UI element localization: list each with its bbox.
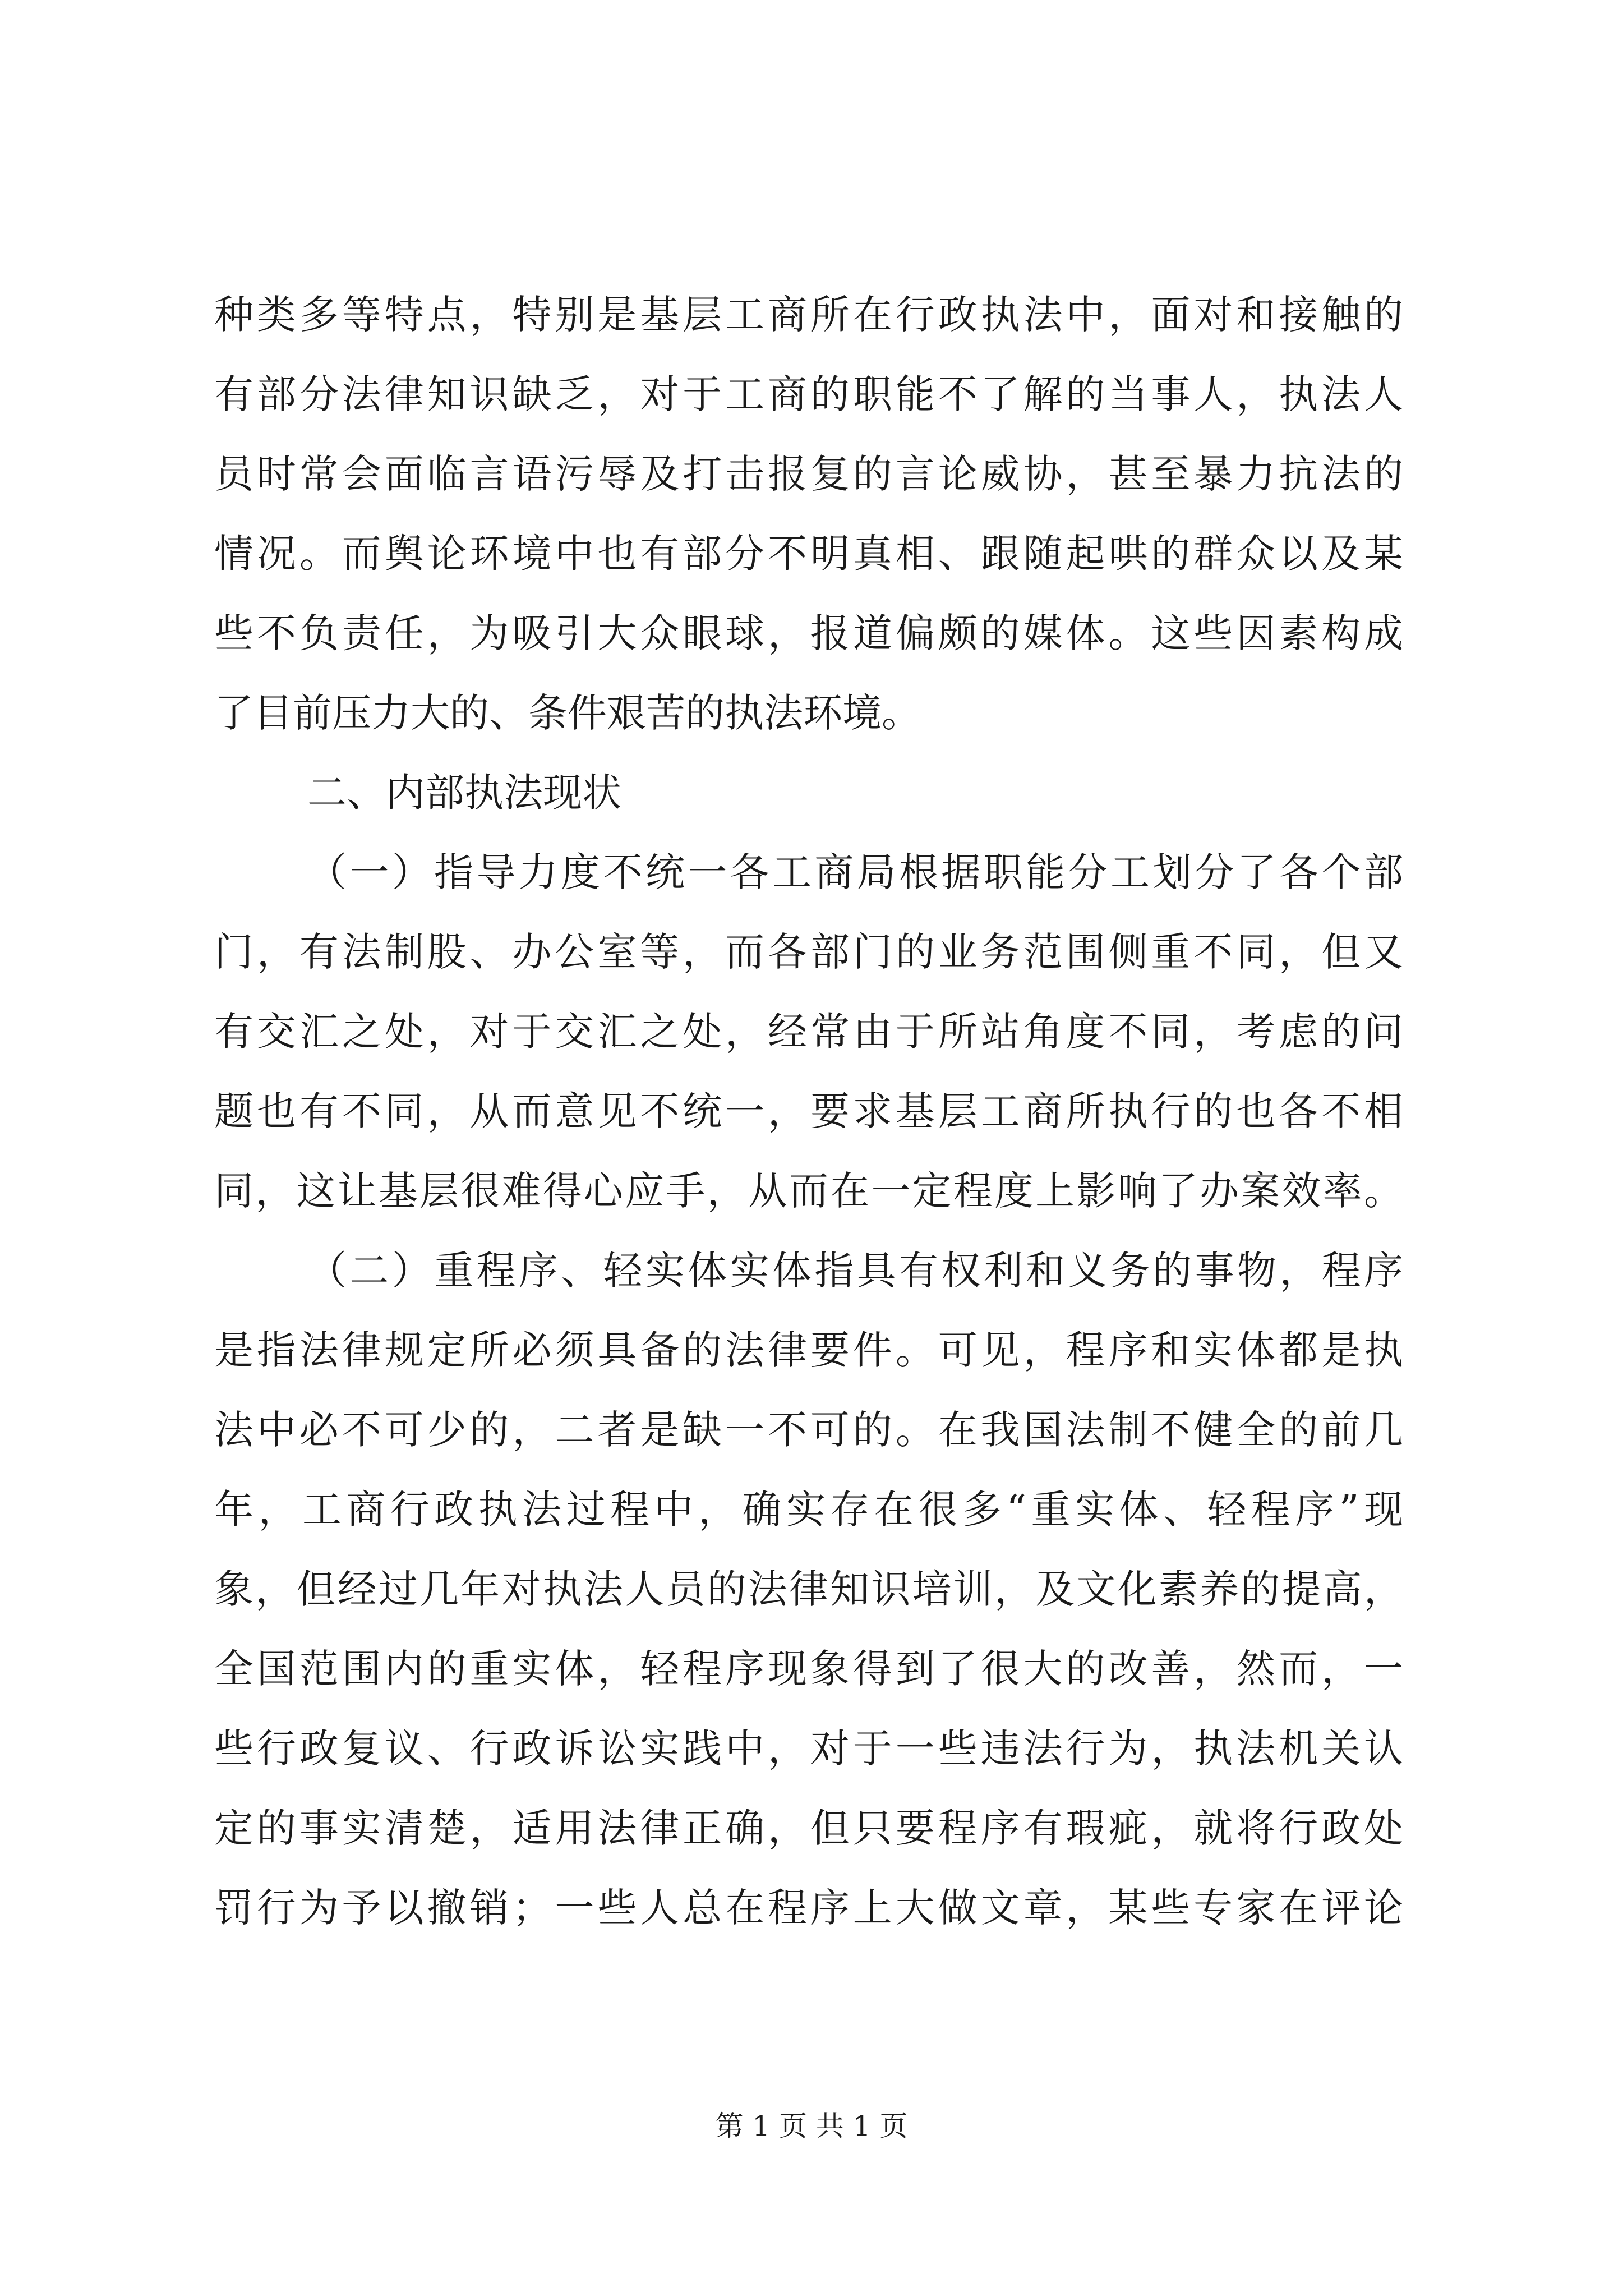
body-text-line: 全国范围内的重实体，轻程序现象得到了很大的改善，然而，一 — [214, 1646, 1403, 1692]
body-text-line: 是指法律规定所必须具备的法律要件。可见，程序和实体都是执 — [214, 1327, 1403, 1373]
body-text-line: 员时常会面临言语污辱及打击报复的言论威协，甚至暴力抗法的 — [214, 451, 1403, 497]
body-text-line: 定的事实清楚，适用法律正确，但只要程序有瑕疵，就将行政处 — [214, 1805, 1403, 1851]
body-text-line: 罚行为予以撤销；一些人总在程序上大做文章，某些专家在评论 — [214, 1885, 1403, 1931]
body-text-line: 二、内部执法现状 — [307, 770, 621, 816]
body-text-line: 些不负责任，为吸引大众眼球，报道偏颇的媒体。这些因素构成 — [214, 610, 1403, 656]
body-text-line: 法中必不可少的，二者是缺一不可的。在我国法制不健全的前几 — [214, 1407, 1403, 1453]
body-text-line: 种类多等特点，特别是基层工商所在行政执法中，面对和接触的 — [214, 292, 1403, 338]
body-text-line: 象，但经过几年对执法人员的法律知识培训，及文化素养的提高， — [214, 1566, 1403, 1612]
body-text-line: 有部分法律知识缺乏，对于工商的职能不了解的当事人，执法人 — [214, 371, 1403, 417]
body-text-line: （一）指导力度不统一各工商局根据职能分工划分了各个部 — [307, 849, 1403, 895]
body-text-line: 情况。而舆论环境中也有部分不明真相、跟随起哄的群众以及某 — [214, 531, 1403, 577]
body-text-line: 了目前压力大的、条件艰苦的执法环境。 — [214, 690, 921, 736]
body-text-line: 题也有不同，从而意见不统一，要求基层工商所执行的也各不相 — [214, 1088, 1403, 1134]
body-text-line: 门，有法制股、办公室等，而各部门的业务范围侧重不同，但又 — [214, 929, 1403, 975]
body-text-line: 同，这让基层很难得心应手，从而在一定程度上影响了办案效率。 — [214, 1168, 1403, 1214]
page-footer: 第 1 页 共 1 页 — [715, 2110, 908, 2142]
body-text-line: 有交汇之处，对于交汇之处，经常由于所站角度不同，考虑的问 — [214, 1009, 1403, 1055]
body-text-line: 些行政复议、行政诉讼实践中，对于一些违法行为，执法机关认 — [214, 1726, 1403, 1772]
body-text-line: 年，工商行政执法过程中，确实存在很多“重实体、轻程序”现 — [214, 1487, 1403, 1533]
body-text-line: （二）重程序、轻实体实体指具有权利和义务的事物，程序 — [307, 1248, 1403, 1294]
document-body — [214, 275, 1403, 1948]
